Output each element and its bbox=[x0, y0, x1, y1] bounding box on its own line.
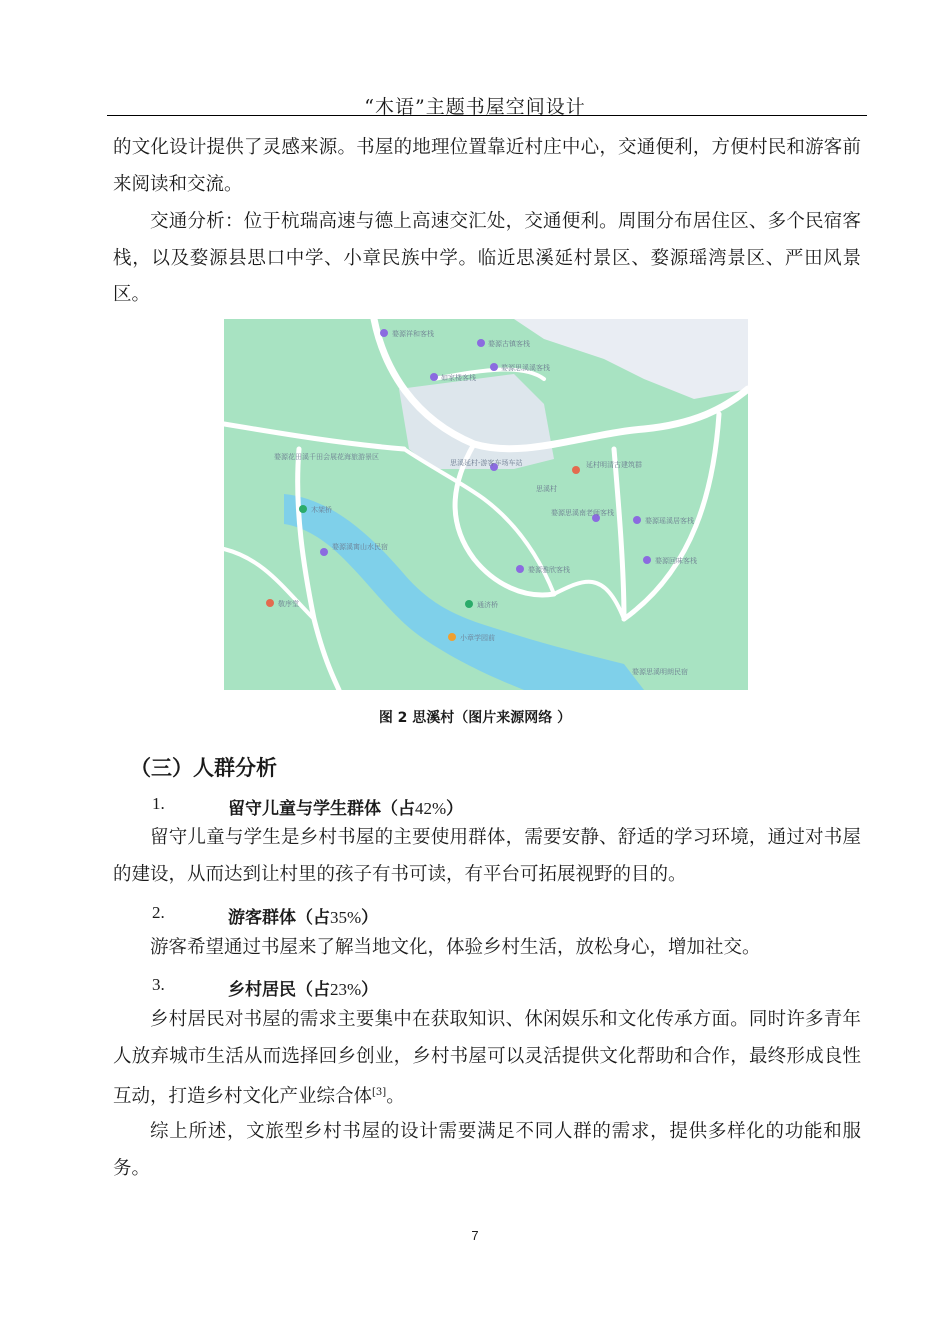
group-paragraph-3: 乡村居民对书屋的需求主要集中在获取知识、休闲娱乐和文化传承方面。同时许多青年人放弃城市生活从而选择回乡创业，乡村书屋可以灵活提供文化帮助和合作，最终形成良性互动，打造乡村文化产业综合体[3]。 bbox=[113, 1009, 861, 1108]
map-image bbox=[224, 319, 748, 690]
map-label-2: 婺源思溪溪客栈 bbox=[501, 364, 550, 372]
group-number: 3. bbox=[152, 975, 165, 994]
map-label-11: 婺源溪寓山水民宿 bbox=[332, 543, 388, 551]
citation-ref: [3] bbox=[372, 1087, 387, 1098]
map-label-7: 思溪村 bbox=[536, 485, 557, 493]
group-number: 2. bbox=[152, 903, 165, 922]
figure-caption: 图 2 思溪村（图片来源网络 ） bbox=[378, 710, 572, 726]
map-label-1: 婺源古镇客栈 bbox=[488, 340, 530, 348]
map-label-17: 婺源思溪明朗民宿 bbox=[632, 668, 688, 676]
map-label-13: 婺源回味客栈 bbox=[655, 557, 697, 565]
header-rule bbox=[107, 115, 867, 116]
page-number: 7 bbox=[471, 1228, 479, 1243]
intro-paragraph-2: 交通分析：位于杭瑞高速与德上高速交汇处，交通便利。周围分布居住区、多个民宿客栈，以及婺源县思口中学、小章民族中学。临近思溪延村景区、婺源瑶湾景区、严田风景区。 bbox=[113, 211, 861, 305]
group-number: 1. bbox=[152, 794, 165, 813]
intro-paragraph-1: 的文化设计提供了灵感来源。书屋的地理位置靠近村庄中心，交通便利，方便村民和游客前来阅读和交流。 bbox=[113, 137, 861, 195]
map-label-3: 如家楼客栈 bbox=[441, 374, 476, 382]
map-label-16: 小章学园前 bbox=[460, 634, 495, 642]
group-label: 乡村居民（占23%） bbox=[228, 980, 379, 1000]
group-paragraph-2: 游客希望通过书屋来了解当地文化，体验乡村生活，放松身心，增加社交。 bbox=[150, 937, 761, 958]
map-label-4: 婺源花田溪千田会展花海旅游景区 bbox=[274, 453, 379, 461]
map-label-5: 思溪延村-游客车场车站 bbox=[450, 459, 523, 467]
map-label-14: 敬序堂 bbox=[278, 600, 299, 608]
map-label-15: 通济桥 bbox=[477, 601, 498, 609]
map-label-0: 婺源祥和客栈 bbox=[392, 330, 434, 338]
section-title: （三）人群分析 bbox=[130, 756, 277, 780]
map-label-9: 婺源思溪南老师客栈 bbox=[551, 509, 614, 517]
map-label-8: 木架桥 bbox=[311, 506, 332, 514]
summary-paragraph: 综上所述，文旅型乡村书屋的设计需要满足不同人群的需求，提供多样化的功能和服务。 bbox=[113, 1121, 861, 1179]
group-label: 留守儿童与学生群体（占42%） bbox=[228, 799, 464, 819]
village-map-figure bbox=[224, 319, 748, 690]
running-header: “木语”主题书屋空间设计 bbox=[364, 96, 586, 118]
group-label: 游客群体（占35%） bbox=[228, 908, 379, 928]
map-label-12: 婺源雅欣客栈 bbox=[528, 566, 570, 574]
group-paragraph-1: 留守儿童与学生是乡村书屋的主要使用群体，需要安静、舒适的学习环境，通过对书屋的建设，从而达到让村里的孩子有书可读，有平台可拓展视野的目的。 bbox=[113, 827, 861, 885]
map-label-10: 婺源瑶溪居客栈 bbox=[645, 517, 694, 525]
map-label-6: 延村明清古建筑群 bbox=[586, 461, 642, 469]
